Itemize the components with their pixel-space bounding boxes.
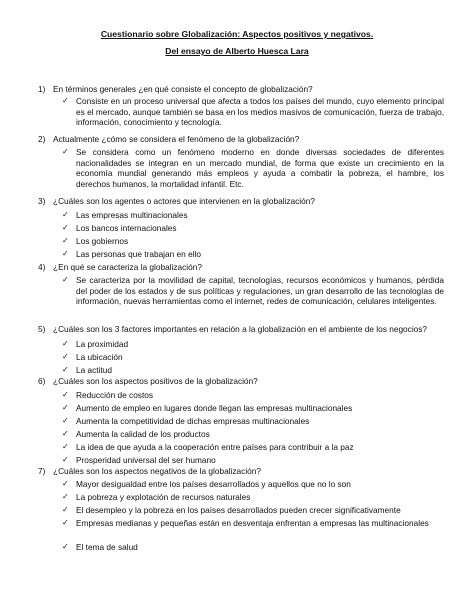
check-icon: ✓ [62, 249, 69, 258]
question-text: ¿Cuáles son los aspectos positivos de la globalización? [53, 376, 258, 386]
answer-item [62, 542, 444, 553]
answer-item [62, 479, 444, 490]
answer-text: Empresas medianas y pequeñas están en desventaja enfrentan a empresas las multinacionales [76, 518, 429, 528]
question-number: 6) [38, 376, 46, 386]
check-icon: ✓ [62, 403, 69, 412]
document-title: Cuestionario sobre Globalización: Aspectos positivos y negativos. [100, 29, 374, 39]
answer-text: Se considera como un fenómeno moderno en donde diversas sociedades de diferentes nacionalidades se integran en un mercado mundial, de forma que existe un crecimiento en la economía mundial generando más empleos y ayuda a combatir la pobreza, el hambre, los derechos humanos, la mortalidad infantil. Etc. [76, 147, 444, 189]
answer-text: Aumento de empleo en lugares donde llegan las empresas multinacionales [76, 403, 353, 413]
answer-item [62, 492, 444, 503]
check-icon: ✓ [62, 505, 69, 514]
question-text: En términos generales ¿en qué consiste el concepto de globalización? [53, 84, 313, 94]
question-number: 7) [38, 466, 46, 476]
answer-text: Aumenta la calidad de los productos [76, 429, 210, 439]
question-4 [38, 262, 458, 273]
question-text: ¿En qué se caracteriza la globalización? [53, 262, 202, 272]
answer-item [62, 236, 444, 247]
answer-text: Reducción de costos [76, 390, 154, 400]
check-icon: ✓ [62, 339, 69, 348]
answer-text: Los bancos internacionales [76, 223, 177, 233]
answer-item [62, 429, 444, 440]
answer-item [62, 518, 444, 529]
document-subtitle: Del ensayo de Alberto Huesca Lara [165, 46, 309, 56]
answer-text: La ubicación [76, 352, 123, 362]
answer-item [62, 96, 444, 128]
answer-text: Aumenta la competitividad de dichas empresas multinacionales [76, 416, 310, 426]
answer-item [62, 275, 444, 307]
answer-text: La pobreza y explotación de recursos naturales [76, 492, 251, 502]
answer-item [62, 390, 444, 401]
check-icon: ✓ [62, 442, 69, 451]
check-icon: ✓ [62, 492, 69, 501]
question-text: Actualmente ¿cómo se considera el fenómeno de la globalización? [53, 134, 300, 144]
question-3 [38, 196, 458, 207]
answer-item [62, 147, 444, 189]
answer-text: Se caracteriza por la movilidad de capital, tecnologías, recursos económicos y humanos, pérdida del poder de los estados y de sus políticas y regulaciones, un gran desarrollo de las tecnologías de información, nuevas herramientas como el internet, redes de comunicación, celulares inteligentes. [76, 275, 444, 306]
answer-text: Consiste en un proceso universal que afecta a todos los países del mundo, cuyo elemento principal es el mercado, aunque también se basa en los medios masivos de comunicación, fuerza de trabajo, información, conocimiento y tecnología. [76, 96, 444, 127]
check-icon: ✓ [62, 429, 69, 438]
check-icon: ✓ [62, 236, 69, 245]
question-number: 1) [38, 84, 46, 94]
check-icon: ✓ [62, 352, 69, 361]
answer-text: El desempleo y la pobreza en los países desarrollados pueden crecer significativamente [76, 505, 401, 515]
check-icon: ✓ [62, 275, 69, 284]
answer-text: Las empresas multinacionales [76, 210, 188, 220]
check-icon: ✓ [62, 147, 69, 156]
check-icon: ✓ [62, 518, 69, 527]
question-6 [38, 376, 458, 387]
question-5 [38, 324, 458, 335]
answer-item [62, 442, 444, 453]
answer-text: El tema de salud [76, 542, 138, 552]
check-icon: ✓ [62, 96, 69, 105]
check-icon: ✓ [62, 416, 69, 425]
question-7 [38, 466, 458, 477]
question-1 [38, 84, 458, 95]
answer-item [62, 403, 444, 414]
answer-item [62, 352, 444, 363]
answer-item [62, 505, 444, 516]
question-number: 3) [38, 196, 46, 206]
answer-item [62, 339, 444, 350]
question-number: 2) [38, 134, 46, 144]
answer-text: Mayor desigualdad entre los países desarrollados y aquellos que no lo son [76, 479, 351, 489]
answer-text: La actitud [76, 365, 112, 375]
question-number: 5) [38, 324, 46, 334]
check-icon: ✓ [62, 542, 69, 551]
question-number: 4) [38, 262, 46, 272]
answer-text: Las personas que trabajan en ello [76, 249, 202, 259]
answer-text: La idea de que ayuda a la cooperación entre países para contribuir a la paz [76, 442, 354, 452]
question-2 [38, 134, 458, 145]
check-icon: ✓ [62, 210, 69, 219]
answer-text: La proximidad [76, 339, 129, 349]
question-text: ¿Cuáles son los agentes o actores que intervienen en la globalización? [53, 196, 315, 206]
check-icon: ✓ [62, 390, 69, 399]
answer-item [62, 223, 444, 234]
check-icon: ✓ [62, 365, 69, 374]
check-icon: ✓ [62, 223, 69, 232]
question-text: ¿Cuáles son los aspectos negativos de la globalización? [53, 466, 262, 476]
answer-text: Los gobiernos [76, 236, 129, 246]
answer-item [62, 249, 444, 260]
question-text: ¿Cuáles son los 3 factores importantes en relación a la globalización en el ambiente de los negocios? [53, 324, 428, 334]
answer-item [62, 416, 444, 427]
check-icon: ✓ [62, 455, 69, 464]
answer-item [62, 455, 444, 466]
check-icon: ✓ [62, 479, 69, 488]
answer-item [62, 210, 444, 221]
answer-item [62, 365, 444, 376]
answer-text: Prosperidad universal del ser humano [76, 455, 216, 465]
